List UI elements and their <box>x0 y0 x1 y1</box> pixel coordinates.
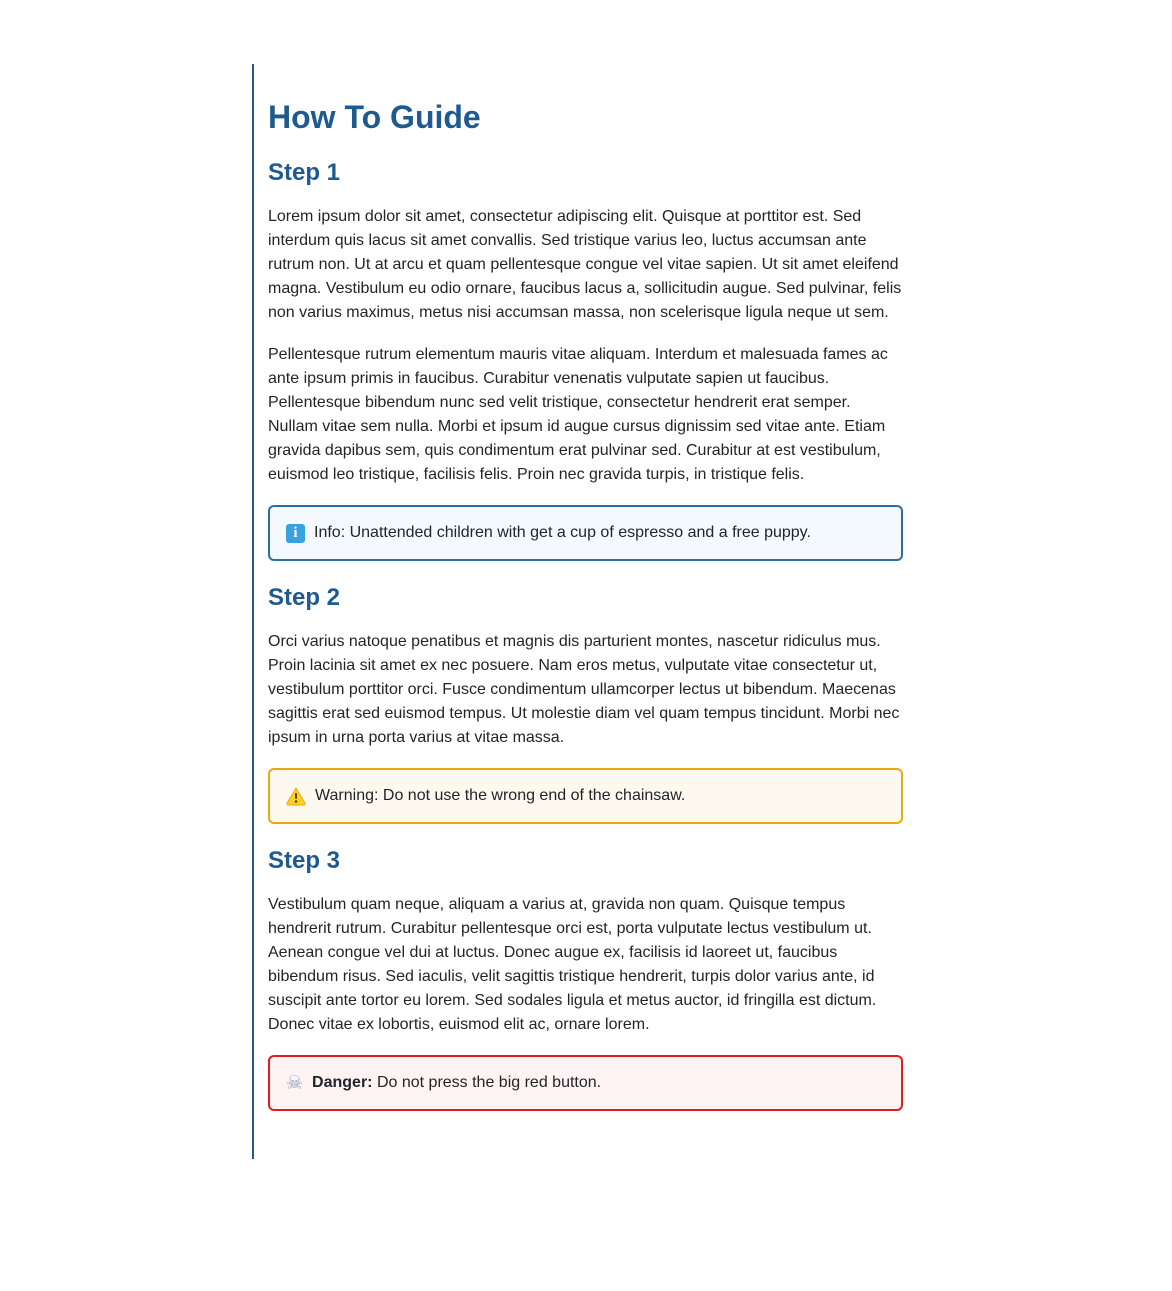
danger-callout <box>268 1055 903 1111</box>
info-icon-glyph: i <box>293 524 298 541</box>
info-icon <box>286 524 305 543</box>
step-1-heading: Step 1 <box>268 159 341 186</box>
info-callout-text <box>314 521 811 545</box>
step-3-heading: Step 3 <box>268 847 341 874</box>
danger-callout-message: Do not press the big red button. <box>376 1074 602 1091</box>
step-1-paragraph-2: Pellentesque rutrum elementum mauris vitae aliquam. Interdum et malesuada fames ac ante ipsum primis in faucibus. Curabitur venenatis vulputate sapien ut faucibus. Pellentesque bibendum nunc sed velit tristique, consectetur hendrerit erat semper. Nullam vitae sem nulla. Morbi et ipsum id augue cursus dignissim sed vitae ante. Etiam gravida dapibus sem, quis condimentum erat pulvinar sed. Curabitur at est vestibulum, euismod leo tristique, facilisis felis. Proin nec gravida turpis, in tristique felis. <box>268 346 888 483</box>
section-step-3 <box>268 846 903 1111</box>
how-to-guide-article <box>252 64 903 1159</box>
warning-callout-message: Do not use the wrong end of the chainsaw. <box>382 787 686 804</box>
warning-callout <box>268 768 903 824</box>
page-title: How To Guide <box>268 99 481 135</box>
step-1-paragraph-1: Lorem ipsum dolor sit amet, consectetur adipiscing elit. Quisque at porttitor est. Sed interdum quis lacus sit amet convallis. Sed tristique varius leo, luctus accumsan ante rutrum non. Ut at arcu et quam pellentesque congue vel vitae sapien. Ut sit amet eleifend magna. Vestibulum eu odio ornare, faucibus lacus a, sollicitudin augue. Sed pulvinar, felis non varius maximus, metus nisi accumsan massa, non scelerisque ligula neque ut sem. <box>268 208 902 321</box>
warning-callout-text <box>315 784 685 808</box>
danger-callout-label: Danger: <box>312 1074 373 1091</box>
danger-callout-text <box>312 1071 601 1095</box>
info-callout-message: Unattended children with get a cup of espresso and a free puppy. <box>349 524 811 541</box>
warning-callout-label: Warning: <box>315 787 379 804</box>
section-step-1 <box>268 158 903 561</box>
step-2-paragraph-1: Orci varius natoque penatibus et magnis dis parturient montes, nascetur ridiculus mus. Proin lacinia sit amet ex nec posuere. Nam eros metus, vulputate vitae consectetur ut, vestibulum porttitor orci. Fusce condimentum ullamcorper lectus ut bibendum. Maecenas sagittis erat sed euismod tempus. Ut molestie diam vel quam tempus tincidunt. Morbi nec ipsum in urna porta varius at vitae massa. <box>268 633 900 746</box>
section-step-2 <box>268 583 903 824</box>
warning-icon <box>286 786 306 806</box>
info-callout <box>268 505 903 561</box>
step-2-heading: Step 2 <box>268 584 341 611</box>
info-callout-label: Info: <box>314 524 346 541</box>
skull-crossbones-icon: ☠ <box>286 1072 304 1094</box>
step-3-paragraph-1: Vestibulum quam neque, aliquam a varius at, gravida non quam. Quisque tempus hendrerit rutrum. Curabitur pellentesque orci est, porta vulputate lectus vestibulum ut. Aenean congue vel dui at luctus. Donec augue ex, facilisis id laoreet ut, faucibus bibendum risus. Sed iaculis, velit sagittis tristique hendrerit, turpis dolor varius ante, id suscipit ante tortor eu lorem. Sed sodales ligula et metus auctor, id fringilla est dictum. Donec vitae ex lobortis, euismod elit ac, ornare lorem. <box>268 896 877 1033</box>
